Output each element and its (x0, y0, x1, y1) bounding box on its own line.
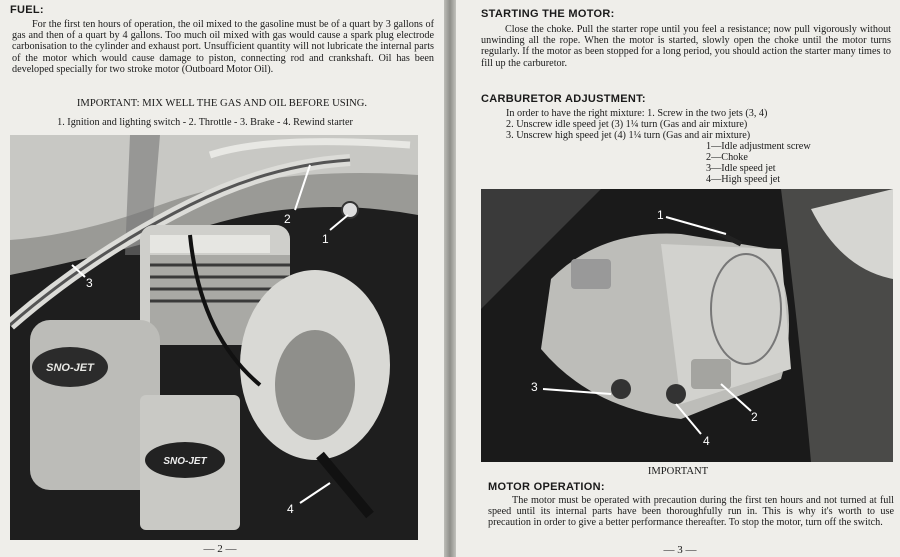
callout-label: 2 (284, 212, 291, 226)
right-page (456, 0, 900, 557)
left-page (0, 0, 444, 557)
carb-step-3: 3. Unscrew high speed jet (4) 1¼ turn (Gas and air mixture) (506, 130, 751, 141)
carb-step-2: 2. Unscrew idle speed jet (3) 1¼ turn (Gas and air mixture) (506, 119, 748, 130)
page-gutter (444, 0, 456, 557)
carb-callout: 4 (703, 434, 710, 448)
carburetor-photo (481, 189, 893, 462)
important-label: IMPORTANT (647, 466, 709, 477)
carburetor-heading: CARBURETOR ADJUSTMENT: (481, 93, 646, 105)
operation-heading: MOTOR OPERATION: (488, 481, 605, 493)
carb-callout: 3 (531, 380, 538, 394)
starting-text: Close the choke. Pull the starter rope until you feel a resistance; now pull vigorously without unwinding all the rope. When the motor is started, slowly open the choke until the motor turns regularly. If the motor as been stopped for a long period, you should action the starter many times to fill up the carburetor. (481, 24, 891, 69)
page-number-right: — 3 — (663, 544, 697, 556)
fuel-paragraph: For the first ten hours of operation, the oil mixed to the gasoline must be of a quart by 3 gallons of gas and then of a quart by 4 gallons. Too much oil mixed with gas would cause a spark plug electrode carbonisation to the cylinder and exhaust port. Unsufficient quantity will not lubricate the internal parts of the motor which would cause damage to piston, connecting rod and crankshaft. Oil has been developed specially for two stroke motor (Outboard Motor Oil). (12, 19, 434, 75)
callout-label: 1 (322, 232, 329, 246)
carb-callout: 2 (751, 410, 758, 424)
operation-text: The motor must be operated with precaution during the first ten hours and not turned at full speed until its internal parts have been thoroughfully run in. This is why it's worth to use precaution in order to give a better performance thereafter. To stop the motor, turn off the switch. (488, 495, 894, 529)
legend-item-3: 3—Idle speed jet (706, 163, 776, 174)
photo-caption: 1. Ignition and lighting switch - 2. Throttle - 3. Brake - 4. Rewind starter (57, 117, 353, 128)
mix-warning: IMPORTANT: MIX WELL THE GAS AND OIL BEFORE USING. (76, 98, 368, 109)
starting-heading: STARTING THE MOTOR: (481, 8, 615, 20)
carb-callout: 1 (657, 208, 664, 222)
legend-item-4: 4—High speed jet (706, 174, 781, 185)
legend-item-1: 1—Idle adjustment screw (706, 141, 811, 152)
carb-step-1: In order to have the right mixture: 1. Screw in the two jets (3, 4) (506, 108, 768, 119)
legend-item-2: 2—Choke (706, 152, 748, 163)
snojet-logo-upper: SNO-JET (46, 362, 94, 374)
snojet-logo-lower: SNO-JET (163, 456, 207, 467)
page-number-left: — 2 — (203, 543, 237, 555)
callout-label: 3 (86, 276, 93, 290)
engine-photo (10, 135, 418, 540)
callout-label: 4 (287, 502, 294, 516)
carburetor-illustration (481, 189, 893, 462)
engine-illustration (10, 135, 418, 540)
fuel-heading: FUEL: (10, 4, 44, 16)
